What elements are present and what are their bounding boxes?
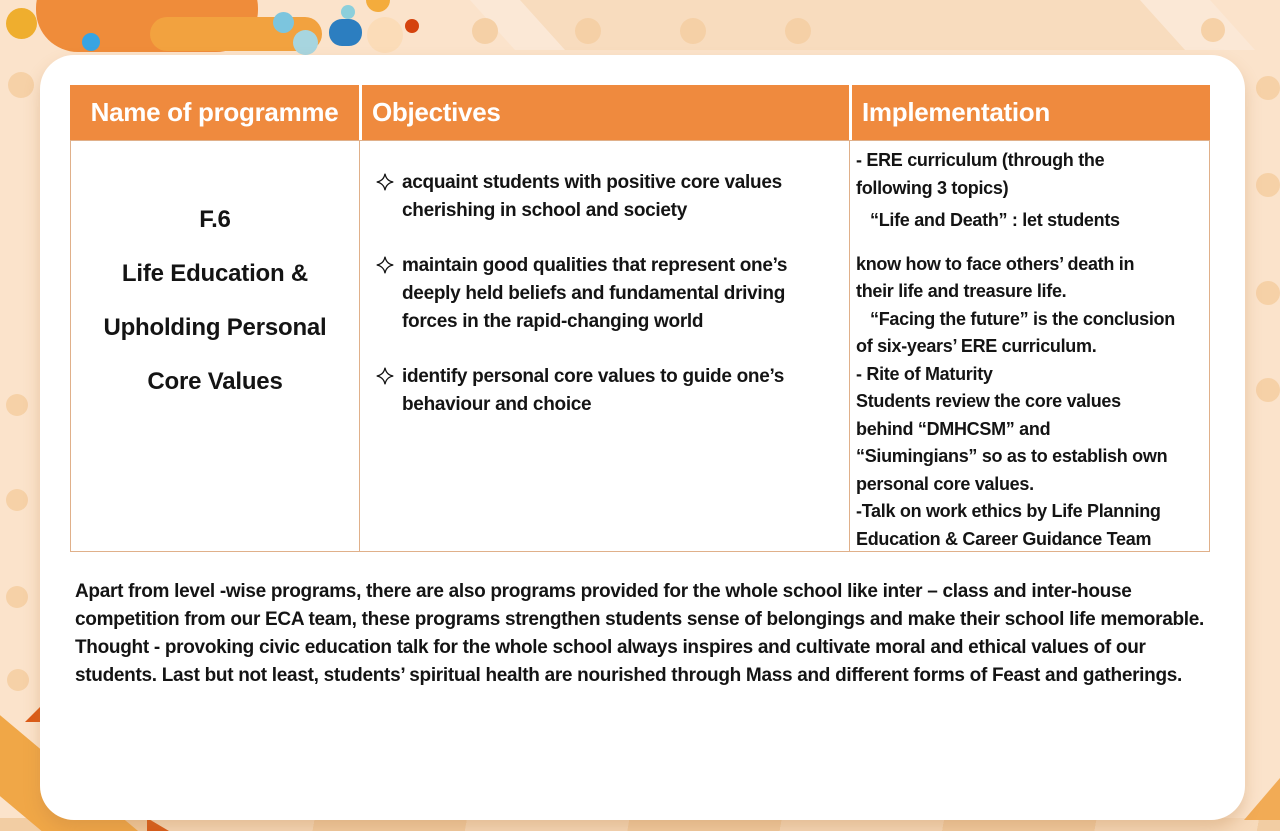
- polka-dot: [8, 72, 34, 98]
- blue-dot-decoration: [82, 33, 100, 51]
- polka-dot: [6, 394, 28, 416]
- objective-item: [376, 169, 829, 225]
- implementation-line: - ERE curriculum (through the: [856, 150, 1105, 170]
- footer-paragraph: Apart from level -wise programs, there are also programs provided for the whole school like inter – class and inter-house competition from our ECA team, these programs strengthen students sense of belongings and make their school life memorable. Thought - provoking civic education talk for the whole school always inspires and cultivate moral and ethical values of our students. Last but not least, students’ spiritual health are nourished through Mass and different forms of Feast and gatherings.: [75, 581, 1205, 686]
- polka-dot: [6, 489, 28, 511]
- polka-dot: [7, 669, 29, 691]
- objective-item: [376, 252, 829, 336]
- implementation-cell: [850, 141, 1209, 551]
- implementation-line: “Facing the future” is the conclusion: [870, 308, 1175, 329]
- yellow-dot-decoration: [366, 0, 390, 12]
- programme-line: Upholding Personal: [103, 314, 327, 341]
- four-pointed-star-icon: [376, 363, 402, 419]
- yellow-circle-decoration: [6, 8, 37, 39]
- pale-diagonal-band: [520, 0, 1185, 50]
- objective-item: [376, 363, 829, 419]
- implementation-line: “Life and Death” : let students: [870, 210, 1120, 230]
- polka-dot: [1201, 18, 1225, 42]
- implementation-line: following 3 topics): [856, 177, 1009, 198]
- polka-dot: [1256, 281, 1280, 305]
- implementation-line: Education & Career Guidance Team: [856, 528, 1152, 549]
- header-cell-name-of-programme: Name of programme: [70, 85, 359, 140]
- pale-circle-decoration: [367, 17, 403, 53]
- pale-dot: [472, 18, 498, 44]
- objective-text: maintain good qualities that represent one’s deeply held beliefs and fundamental driving forces in the rapid-changing world: [402, 255, 788, 332]
- header-cell-implementation: Implementation: [852, 85, 1210, 140]
- polka-dot: [1256, 173, 1280, 197]
- header-cell-objectives: Objectives: [362, 85, 849, 140]
- four-pointed-star-icon: [376, 169, 402, 225]
- implementation-line: personal core values.: [856, 473, 1034, 494]
- implementation-line: behind “DMHCSM” and: [856, 418, 1051, 439]
- light-blue-dot-decoration: [273, 12, 294, 33]
- implementation-line: - Rite of Maturity: [856, 363, 993, 384]
- light-blue-dot-decoration: [341, 5, 355, 19]
- programme-table: [70, 85, 1210, 552]
- polka-dot: [6, 586, 28, 608]
- polka-dot: [1256, 76, 1280, 100]
- dark-blue-blob-decoration: [329, 19, 362, 46]
- pale-dot: [680, 18, 706, 44]
- content-card: [40, 55, 1245, 820]
- programme-cell: [71, 141, 360, 551]
- pale-dot: [785, 18, 811, 44]
- programme-line: Core Values: [147, 368, 283, 395]
- implementation-line: their life and treasure life.: [856, 281, 1067, 301]
- programme-line: F.6: [199, 206, 231, 233]
- implementation-line: “Siumingians” so as to establish own: [856, 446, 1168, 466]
- implementation-line: Students review the core values: [856, 391, 1121, 411]
- table-header-row: [70, 85, 1210, 140]
- programme-line: Life Education &: [121, 260, 309, 287]
- objective-text: acquaint students with positive core values cherishing in school and society: [402, 172, 782, 221]
- red-dot-decoration: [405, 19, 419, 33]
- implementation-line: -Talk on work ethics by Life Planning: [856, 501, 1161, 521]
- table-body-row: [70, 140, 1210, 552]
- polka-dot: [1256, 378, 1280, 402]
- objectives-cell: [360, 141, 850, 551]
- light-blue-dot-decoration: [293, 30, 318, 55]
- corner-triangle-decoration: [1244, 778, 1280, 820]
- implementation-line: know how to face others’ death in: [856, 253, 1135, 274]
- pale-dot: [575, 18, 601, 44]
- objective-text: identify personal core values to guide one’s behaviour and choice: [402, 366, 785, 415]
- four-pointed-star-icon: [376, 252, 402, 336]
- implementation-line: of six-years’ ERE curriculum.: [856, 336, 1097, 356]
